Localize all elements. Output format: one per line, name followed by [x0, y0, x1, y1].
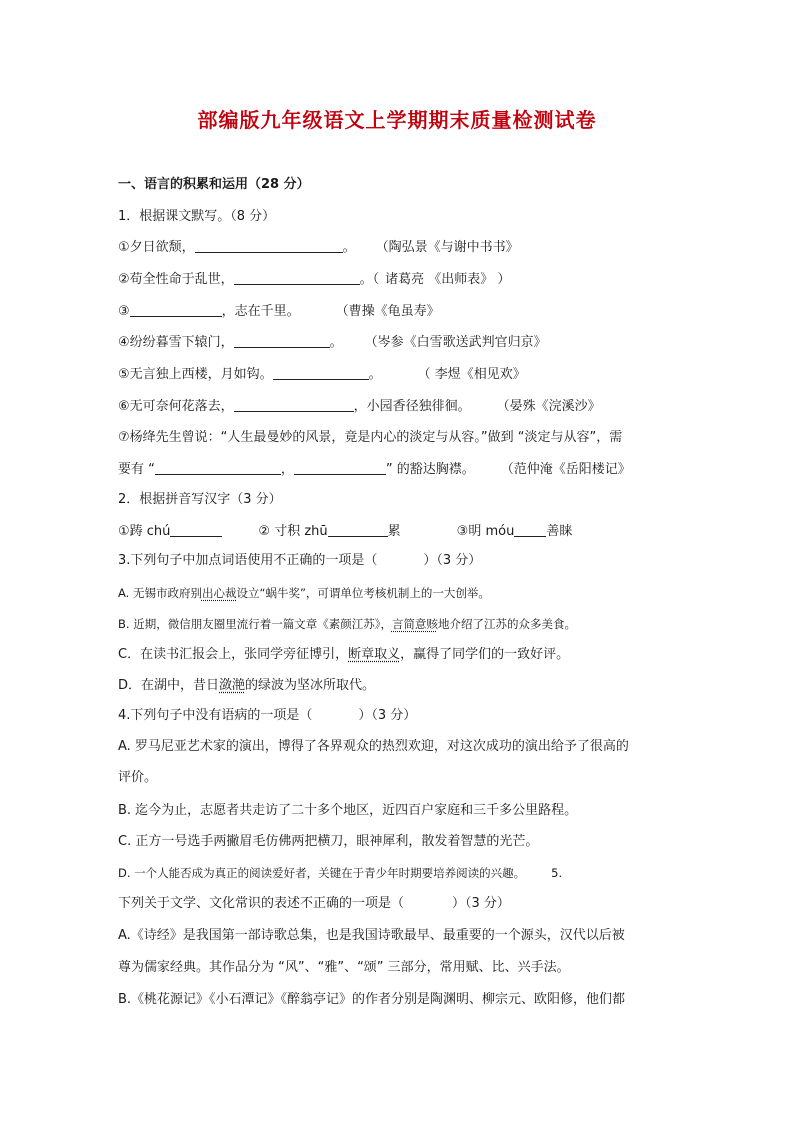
answer-blank[interactable]: [273, 365, 369, 380]
answer-blank[interactable]: [234, 397, 354, 412]
q2-items: ①踌 chú ② 寸积 zhū 累 ③明 móu 善睐: [118, 524, 573, 539]
q1-item-4: ④纷纷暮雪下辕门， 。 （岑参《白雪歌送武判官归京》: [118, 335, 547, 350]
answer-blank[interactable]: [294, 460, 386, 475]
answer-blank[interactable]: [514, 522, 546, 537]
q5-option-b-line1: B.《桃花源记》《小石潭记》《醉翁亭记》的作者分别是陶渊明、柳宗元、欧阳修，他们都: [118, 992, 626, 1007]
answer-blank[interactable]: [155, 460, 281, 475]
answer-blank[interactable]: [234, 270, 360, 285]
answer-blank[interactable]: [234, 333, 330, 348]
q1-item-7-line2: 要有 “ ， ” 的豁达胸襟。 （范仲淹《岳阳楼记》: [118, 462, 631, 477]
answer-blank[interactable]: [170, 522, 222, 537]
q1-item-3: ③ ，志在千里。 （曹操《龟虽寿》: [118, 304, 440, 319]
q5-option-a-line2: 尊为儒家经典。其作品分为 “风”、“雅”、“颂” 三部分，常用赋、比、兴手法。: [118, 960, 570, 975]
question-1-prompt: 1．根据课文默写。（8 分）: [118, 209, 276, 224]
answer-blank[interactable]: [195, 238, 343, 253]
q1-item-2: ②苟全性命于乱世， 。（ 诸葛亮 《出师表》 ）: [118, 272, 511, 287]
q1-item-5: ⑤无言独上西楼，月如钩。 。 （ 李煜《相见欢》: [118, 367, 526, 382]
exam-title: 部编版九年级语文上学期期末质量检测试卷: [197, 108, 597, 132]
question-2-prompt: 2．根据拼音写汉字（3 分）: [118, 492, 282, 507]
question-5-number: 5.: [551, 866, 563, 880]
q4-option-b: B. 迄今为止，志愿者共走访了二十多个地区，近四百户家庭和三千多公里路程。: [118, 803, 578, 818]
question-5-prompt: 下列关于文学、文化常识的表述不正确的一项是（ ）（3 分）: [118, 896, 510, 911]
q3-option-b: B. 近期，微信朋友圈里流行着一篇文章《素颜江苏》，言简意赅地介绍了江苏的众多美食。: [118, 617, 576, 631]
q3-option-a: A. 无锡市政府别出心裁设立“蜗牛奖”，可谓单位考核机制上的一大创举。: [118, 586, 490, 600]
q3-option-d: D．在湖中，昔日潋滟的绿波为坚冰所取代。: [118, 678, 376, 693]
q1-item-6: ⑥无可奈何花落去， ，小园香径独徘徊。 （晏殊《浣溪沙》: [118, 399, 601, 414]
q3-option-c: C．在读书汇报会上，张同学旁征博引，断章取义，赢得了同学们的一致好评。: [118, 647, 570, 662]
q5-option-a-line1: A.《诗经》是我国第一部诗歌总集，也是我国诗歌最早、最重要的一个源头，汉代以后被: [118, 928, 625, 943]
q4-option-c: C. 正方一号选手两撇眉毛仿佛两把横刀，眼神犀利，散发着智慧的光芒。: [118, 834, 539, 849]
q1-item-1: ①夕日欲颓， 。 （陶弘景《与谢中书书》: [118, 240, 519, 255]
answer-blank[interactable]: [328, 522, 388, 537]
q4-option-a-line2: 评价。: [118, 770, 158, 785]
question-3-prompt: 3.下列句子中加点词语使用不正确的一项是（ ）（3 分）: [118, 553, 482, 568]
q4-option-d: D. 一个人能否成为真正的阅读爱好者，关键在于青少年时期要培养阅读的兴趣。 5.: [118, 866, 563, 880]
q4-option-a-line1: A. 罗马尼亚艺术家的演出，博得了各界观众的热烈欢迎，对这次成功的演出给予了很高的: [118, 739, 629, 754]
answer-blank[interactable]: [130, 302, 222, 317]
section-heading: 一、语言的积累和运用（28 分）: [118, 177, 310, 192]
question-4-prompt: 4.下列句子中没有语病的一项是（ ）（3 分）: [118, 708, 417, 723]
q1-item-7-line1: ⑦杨绛先生曾说：“人生最曼妙的风景，竟是内心的淡定与从容。”做到 “淡定与从容”，需: [118, 430, 623, 445]
